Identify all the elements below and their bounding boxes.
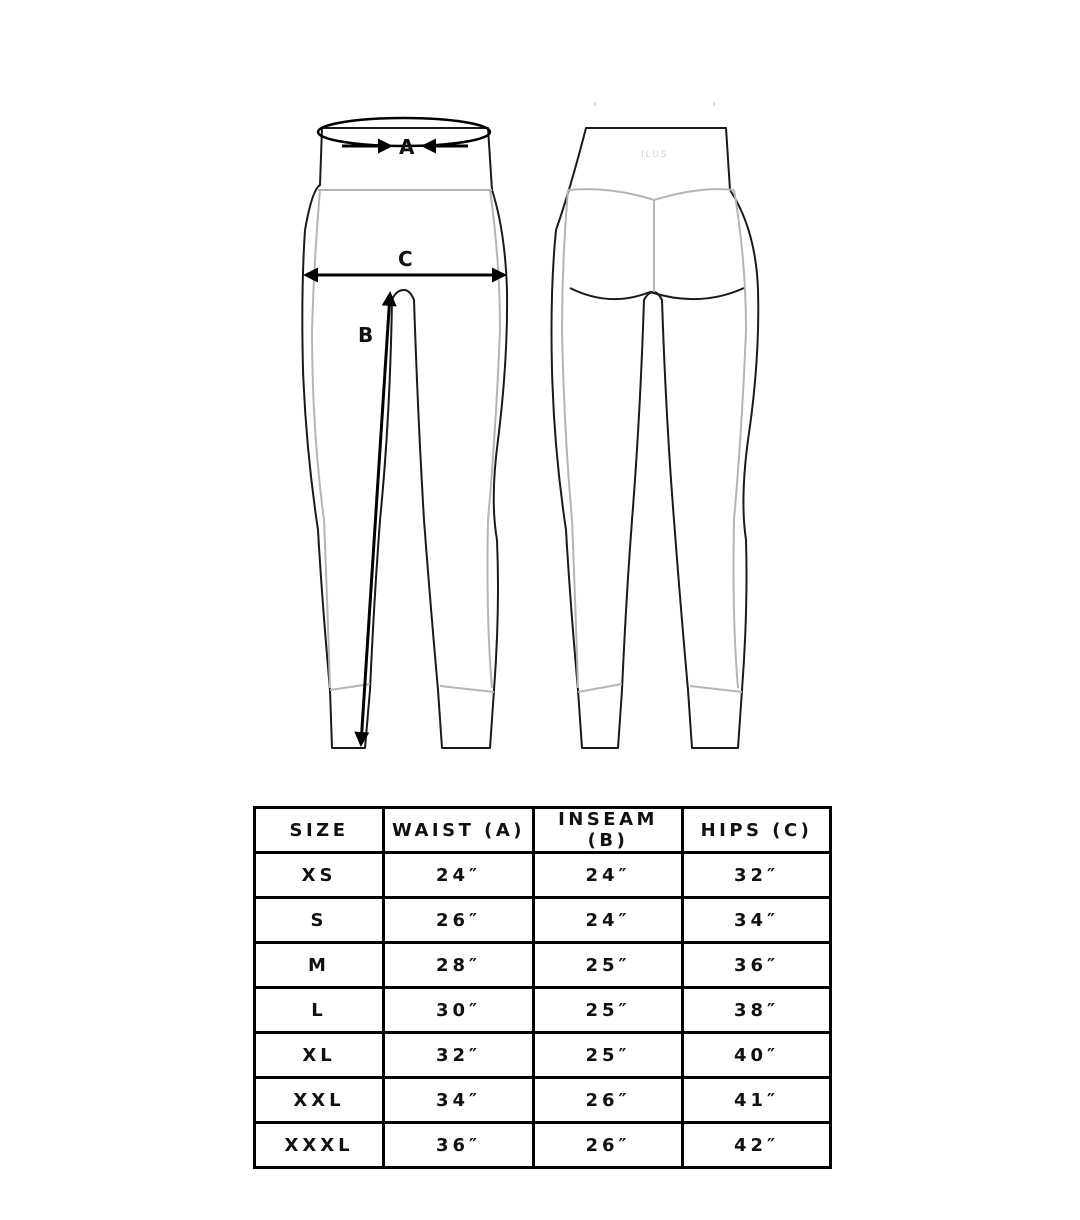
size-cell: XXL (255, 1078, 384, 1123)
table-row (255, 1033, 831, 1078)
waist-cell: 34″ (384, 1078, 534, 1123)
waist-cell: 26″ (384, 898, 534, 943)
inseam-cell: 25″ (534, 988, 683, 1033)
hips-cell: 42″ (683, 1123, 831, 1168)
waist-cell: 36″ (384, 1123, 534, 1168)
table-row (255, 943, 831, 988)
inseam-cell: 24″ (534, 898, 683, 943)
size-cell: XXXL (255, 1123, 384, 1168)
header-inseam: INSEAM (B) (534, 808, 683, 853)
size-cell: XL (255, 1033, 384, 1078)
table-row (255, 853, 831, 898)
hips-cell: 36″ (683, 943, 831, 988)
table-row (255, 898, 831, 943)
waist-cell: 32″ (384, 1033, 534, 1078)
size-chart-table (253, 806, 832, 1169)
header-waist: WAIST (A) (384, 808, 534, 853)
front-silhouette (302, 128, 507, 748)
waist-label: A (399, 135, 415, 159)
inseam-cell: 25″ (534, 1033, 683, 1078)
waist-cell: 24″ (384, 853, 534, 898)
inseam-cell: 25″ (534, 943, 683, 988)
table-header-row (255, 808, 831, 853)
size-cell: L (255, 988, 384, 1033)
hips-cell: 32″ (683, 853, 831, 898)
size-cell: S (255, 898, 384, 943)
inseam-cell: 26″ (534, 1123, 683, 1168)
header-size: SIZE (255, 808, 384, 853)
table-row (255, 1123, 831, 1168)
hips-cell: 34″ (683, 898, 831, 943)
inseam-cell: 24″ (534, 853, 683, 898)
brand-mark: ILUS (641, 150, 669, 160)
hips-label: C (398, 247, 413, 271)
hips-cell: 38″ (683, 988, 831, 1033)
waist-cell: 30″ (384, 988, 534, 1033)
size-cell: XS (255, 853, 384, 898)
header-hips: HIPS (C) (683, 808, 831, 853)
table-row (255, 1078, 831, 1123)
hips-cell: 41″ (683, 1078, 831, 1123)
inseam-cell: 26″ (534, 1078, 683, 1123)
back-view (552, 102, 759, 748)
inseam-label: B (358, 323, 374, 347)
hips-cell: 40″ (683, 1033, 831, 1078)
size-cell: M (255, 943, 384, 988)
table-row (255, 988, 831, 1033)
front-view (302, 118, 507, 748)
waist-cell: 28″ (384, 943, 534, 988)
